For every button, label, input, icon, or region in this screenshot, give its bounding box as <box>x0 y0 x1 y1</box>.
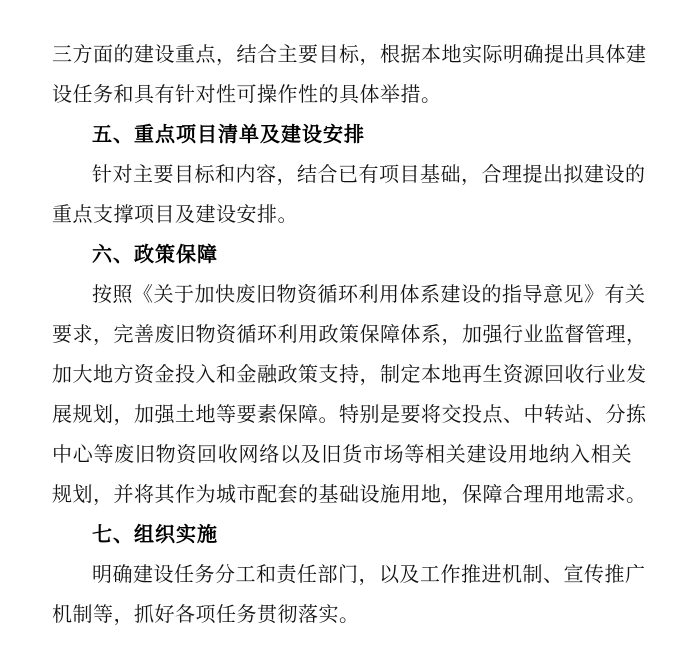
section-heading-5: 五、重点项目清单及建设安排 <box>92 122 365 146</box>
body-text-line: 加大地方资金投入和金融政策支持，制定本地再生资源回收行业发 <box>52 362 647 386</box>
section-heading-7: 七、组织实施 <box>92 522 218 546</box>
body-text-line: 三方面的建设重点，结合主要目标，根据本地实际明确提出具体建 <box>52 42 647 66</box>
section-heading-6: 六、政策保障 <box>92 242 218 266</box>
body-text-line: 重点支撑项目及建设安排。 <box>52 202 298 226</box>
body-text-line: 要求，完善废旧物资循环利用政策保障体系，加强行业监督管理， <box>52 322 647 346</box>
body-text-line: 针对主要目标和内容，结合已有项目基础，合理提出拟建设的 <box>92 162 646 186</box>
body-text-line: 展规划，加强土地等要素保障。特别是要将交投点、中转站、分拣 <box>52 402 647 426</box>
body-text-line: 中心等废旧物资回收网络以及旧货市场等相关建设用地纳入相关 <box>52 442 632 466</box>
body-text-line: 规划，并将其作为城市配套的基础设施用地，保障合理用地需求。 <box>52 482 647 506</box>
body-text-line: 机制等，抓好各项任务贯彻落实。 <box>52 602 360 626</box>
body-text-line: 明确建设任务分工和责任部门，以及工作推进机制、宣传推广 <box>92 562 646 586</box>
body-text-line: 按照《关于加快废旧物资循环利用体系建设的指导意见》有关 <box>92 282 646 306</box>
body-text-line: 设任务和具有针对性可操作性的具体举措。 <box>52 82 442 106</box>
